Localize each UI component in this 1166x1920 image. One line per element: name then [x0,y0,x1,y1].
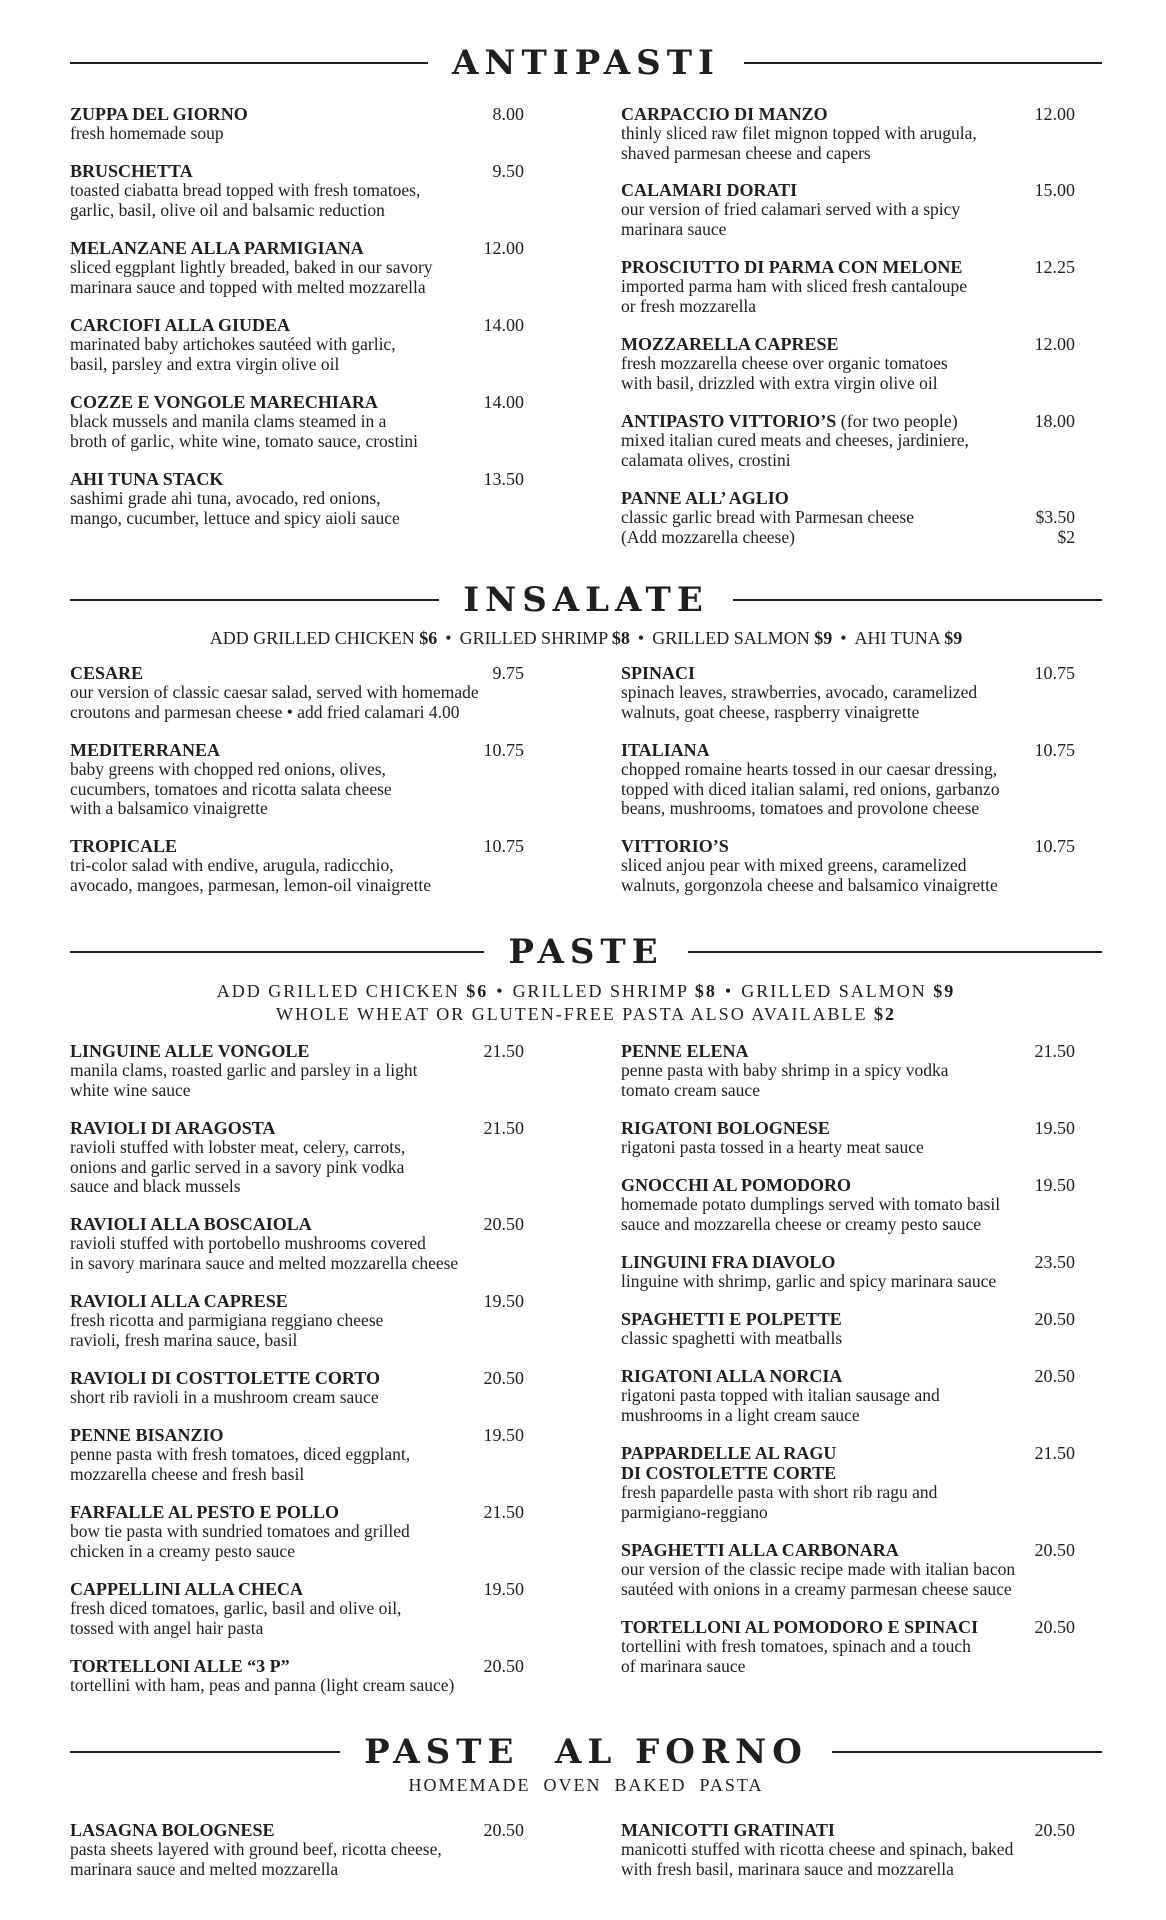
menu-item [70,1368,540,1408]
item-name-text: MELANZANE ALLA PARMIGIANA [70,238,364,258]
separator: • [840,628,847,648]
addon-label: AHI TUNA [854,628,945,648]
separator: • [445,628,452,648]
item-name-text: ITALIANA [621,740,710,760]
item-description: ravioli stuffed with portobello mushrooms covered in savory marinara sauce and melted mozzarella cheese [70,1233,459,1273]
item-name [70,161,493,181]
addon-price: $9 [814,628,833,648]
item-price: 15.00 [1034,180,1075,200]
item-price: 14.00 [483,392,524,412]
menu-item [70,104,540,144]
item-name-text: RAVIOLI ALLA BOSCAIOLA [70,1214,312,1234]
item-description: manicotti stuffed with ricotta cheese and spinach, baked with fresh basil, marinara sauce and mozzarella [621,1839,1014,1879]
item-header [70,1041,524,1061]
item-price: 10.75 [483,836,524,856]
item-header [70,161,524,181]
item-name [621,1118,1035,1138]
item-price: 10.75 [483,740,524,760]
menu-item [70,315,540,374]
item-name [70,663,493,683]
menu-item [621,1252,1075,1292]
menu-item-garlic-bread [621,488,1075,547]
item-header [70,1118,524,1138]
item-description: rigatoni pasta topped with italian sausage and mushrooms in a light cream sauce [621,1385,940,1425]
item-description: ravioli stuffed with lobster meat, celery, carrots, onions and garlic served in a savory pink vodka sauce and black mussels [70,1137,406,1196]
menu-item [621,740,1075,819]
heading-rule-left [70,951,484,953]
item-price: 20.50 [1034,1820,1075,1840]
item-name-text: CALAMARI DORATI [621,180,798,200]
item-name-text: FARFALLE AL PESTO E POLLO [70,1502,340,1522]
item-header [70,663,524,683]
menu-item [70,1502,540,1561]
item-header [621,1443,1075,1463]
item-price: 20.50 [1034,1540,1075,1560]
section-title: PASTE AL FORNO [364,1732,808,1772]
item-header [621,334,1075,354]
paste-addons [70,980,1102,1002]
forno-subtitle: HOMEMADE OVEN BAKED PASTA [408,1775,764,1795]
item-description: tortellini with ham, peas and panna (light cream sauce) [70,1675,455,1695]
menu-item [70,469,540,528]
heading-rule-right [744,62,1102,64]
item-name-text: RAVIOLI ALLA CAPRESE [70,1291,288,1311]
addon-price: $8 [694,981,717,1001]
item-name [621,740,1035,760]
item-price: 21.50 [483,1041,524,1061]
item-name-text: SPAGHETTI ALLA CARBONARA [621,1540,899,1560]
item-header [70,1579,524,1599]
item-name [70,1579,484,1599]
item-price: 12.25 [1034,257,1075,277]
menu-item [70,392,540,451]
item-price: 8.00 [492,104,524,124]
item-description: fresh mozzarella cheese over organic tomatoes with basil, drizzled with extra virgin olive oil [621,353,948,393]
menu-item [70,1656,540,1696]
item-name-text: RAVIOLI DI ARAGOSTA [70,1118,276,1138]
item-name-text: MEDITERRANEA [70,740,221,760]
item-price: 12.00 [1034,334,1075,354]
item-description: manila clams, roasted garlic and parsley in a light white wine sauce [70,1060,418,1100]
item-description: spinach leaves, strawberries, avocado, caramelized walnuts, goat cheese, raspberry vinaigrette [621,682,978,722]
item-name [70,836,484,856]
addon-label: GRILLED SHRIMP [512,981,695,1001]
item-price: 20.50 [1034,1617,1075,1637]
addon-price: $6 [466,981,489,1001]
item-description: fresh ricotta and parmigiana reggiano cheese ravioli, fresh marina sauce, basil [70,1310,384,1350]
price-row [621,508,1075,528]
item-name-text: SPAGHETTI E POLPETTE [621,1309,842,1329]
item-name [621,334,1035,354]
heading-rule-right [733,599,1102,601]
item-header [70,392,524,412]
heading-rule-left [70,62,428,64]
item-price: 19.50 [483,1291,524,1311]
item-header [70,238,524,258]
item-name-text: ZUPPA DEL GIORNO [70,104,248,124]
item-name [621,836,1035,856]
item-name-text: RAVIOLI DI COSTTOLETTE CORTO [70,1368,380,1388]
menu-item [621,1118,1075,1158]
item-description: imported parma ham with sliced fresh cantaloupe or fresh mozzarella [621,276,967,316]
menu-item [621,1443,1075,1522]
item-name [621,663,1035,683]
item-name-text: LINGUINI FRA DIAVOLO [621,1252,836,1272]
item-name-text: LINGUINE ALLE VONGOLE [70,1041,310,1061]
item-name [621,104,1035,124]
item-price: 23.50 [1034,1252,1075,1272]
menu-item [70,1041,540,1100]
item-header [70,1368,524,1388]
price-row [621,528,1075,548]
menu-item [70,1579,540,1638]
item-header [621,1309,1075,1329]
addon-price: $9 [933,981,956,1001]
item-price: 19.50 [483,1425,524,1445]
menu-item [621,334,1075,393]
item-description: sliced anjou pear with mixed greens, caramelized walnuts, gorgonzola cheese and balsamico vinaigrette [621,855,998,895]
item-price: 13.50 [483,469,524,489]
item-price: 20.50 [483,1820,524,1840]
item-description: baby greens with chopped red onions, olives, cucumbers, tomatoes and ricotta salata cheese with a balsamico vinaigrette [70,759,392,818]
item-name-text: TROPICALE [70,836,178,856]
note-price: $2 [874,1004,897,1024]
menu-item [621,1309,1075,1349]
item-name [621,257,1035,277]
item-header [621,1820,1075,1840]
menu-item [621,1617,1075,1676]
item-name [70,740,484,760]
item-name [621,1309,1035,1329]
item-name [621,1041,1035,1061]
item-price: 20.50 [1034,1309,1075,1329]
menu-item [621,257,1075,316]
note-text: WHOLE WHEAT OR GLUTEN-FREE PASTA ALSO AVAILABLE [275,1004,875,1024]
menu-item [70,1291,540,1350]
heading-rule-right [688,951,1102,953]
item-description: penne pasta with baby shrimp in a spicy vodka tomato cream sauce [621,1060,949,1100]
item-price: 9.50 [492,161,524,181]
item-name-text: CAPPELLINI ALLA CHECA [70,1579,304,1599]
item-description: classic garlic bread with Parmesan cheese [621,507,914,527]
menu-item [70,161,540,220]
item-price: 21.50 [1034,1443,1075,1463]
item-name-text: LASAGNA BOLOGNESE [70,1820,275,1840]
forno-heading [70,1732,1102,1772]
menu-item [70,238,540,297]
item-header [70,1291,524,1311]
item-name-text: RIGATONI ALLA NORCIA [621,1366,843,1386]
item-header [621,104,1075,124]
item-name [70,1425,484,1445]
item-name [621,1175,1035,1195]
item-header [621,1617,1075,1637]
section-title: INSALATE [463,580,709,620]
item-description: toasted ciabatta bread topped with fresh tomatoes, garlic, basil, olive oil and balsamic reduction [70,180,421,220]
item-header [70,315,524,335]
menu-item [70,1118,540,1197]
item-price: 18.00 [1034,411,1075,431]
item-name-text: CARPACCIO DI MANZO [621,104,828,124]
item-note: (for two people) [836,411,958,431]
item-name-text: MANICOTTI GRATINATI [621,1820,835,1840]
item-price: 10.75 [1034,836,1075,856]
item-description: classic spaghetti with meatballs [621,1328,843,1348]
item-price: 14.00 [483,315,524,335]
item-header [621,257,1075,277]
item-name-text: PENNE BISANZIO [70,1425,224,1445]
item-description: our version of fried calamari served with a spicy marinara sauce [621,199,961,239]
item-name [70,1368,484,1388]
item-name [621,411,1035,431]
item-name-text: MOZZARELLA CAPRESE [621,334,839,354]
item-header [621,1252,1075,1272]
item-description: marinated baby artichokes sautéed with garlic, basil, parsley and extra virgin olive oil [70,334,396,374]
addon-price: $6 [419,628,438,648]
addon-price: $8 [611,628,630,648]
menu-item [621,180,1075,239]
menu-item [621,1175,1075,1234]
item-header [621,411,1075,431]
menu-item [70,1214,540,1273]
item-name [621,1366,1035,1386]
addon-label: GRILLED SALMON [652,628,815,648]
item-price: 12.00 [1034,104,1075,124]
heading-rule-right [832,1751,1102,1753]
item-description: fresh diced tomatoes, garlic, basil and olive oil, tossed with angel hair pasta [70,1598,402,1638]
item-name [621,1540,1035,1560]
item-price: 21.50 [483,1118,524,1138]
item-name-text: TORTELLONI ALLE “3 P” [70,1656,290,1676]
item-description: fresh homemade soup [70,123,224,143]
item-description: black mussels and manila clams steamed in a broth of garlic, white wine, tomato sauce, crostini [70,411,418,451]
item-name [621,1617,1035,1637]
item-price: 20.50 [1034,1366,1075,1386]
item-name [70,469,484,489]
item-name [70,1820,484,1840]
paste-heading [70,932,1102,972]
menu-item [70,740,540,819]
item-price: 10.75 [1034,663,1075,683]
item-name [70,1291,484,1311]
item-name-text: PROSCIUTTO DI PARMA CON MELONE [621,257,963,277]
item-name-text: SPINACI [621,663,696,683]
item-description: pasta sheets layered with ground beef, ricotta cheese, marinara sauce and melted mozzarella [70,1839,442,1879]
insalate-addons [70,627,1102,649]
item-description: tri-color salad with endive, arugula, radicchio, avocado, mangoes, parmesan, lemon-oil vinaigrette [70,855,432,895]
item-name-text: RIGATONI BOLOGNESE [621,1118,830,1138]
item-name-text: CESARE [70,663,144,683]
item-name-text: AHI TUNA STACK [70,469,224,489]
antipasti-heading [70,43,1102,83]
separator: • [637,628,645,648]
menu-item [70,1820,540,1879]
menu-item [621,1820,1075,1879]
item-price: 21.50 [483,1502,524,1522]
menu-item [621,1366,1075,1425]
item-name [70,1502,484,1522]
item-name [70,1041,484,1061]
item-name-text: TORTELLONI AL POMODORO E SPINACI [621,1617,979,1637]
section-title: ANTIPASTI [452,43,720,83]
item-name [70,1118,484,1138]
addon-label: ADD GRILLED CHICKEN [209,628,420,648]
item-name-text: ANTIPASTO VITTORIO’S [621,411,837,431]
item-header [70,1425,524,1445]
item-price: $3.50 [1035,507,1075,527]
insalate-heading [70,580,1102,620]
item-header [621,1366,1075,1386]
item-price: 9.75 [492,663,524,683]
item-name: PANNE ALL’ AGLIO [621,488,789,508]
item-header [70,836,524,856]
item-description: chopped romaine hearts tossed in our caesar dressing, topped with diced italian salami, red onions, garbanzo beans, mushrooms, tomatoes and provolone cheese [621,759,1000,818]
item-name-text: COZZE E VONGOLE MARECHIARA [70,392,378,412]
item-description: homemade potato dumplings served with tomato basil sauce and mozzarella cheese or creamy pesto sauce [621,1194,1001,1234]
addon-label: GRILLED SALMON [741,981,934,1001]
item-description: penne pasta with fresh tomatoes, diced eggplant, mozzarella cheese and fresh basil [70,1444,411,1484]
item-name-text: PAPPARDELLE AL RAGU [621,1443,837,1463]
item-name [70,238,484,258]
item-description: mixed italian cured meats and cheeses, jardiniere, calamata olives, crostini [621,430,969,470]
item-header [621,1175,1075,1195]
item-addon: (Add mozzarella cheese) [621,526,795,547]
item-price: 10.75 [1034,740,1075,760]
item-name [70,1656,484,1676]
item-price: 12.00 [483,238,524,258]
item-name-text: BRUSCHETTA [70,161,193,181]
item-name-line2: DI COSTOLETTE CORTE [621,1463,837,1483]
item-header [621,1118,1075,1138]
item-description: linguine with shrimp, garlic and spicy marinara sauce [621,1271,997,1291]
item-name-text: VITTORIO’S [621,836,729,856]
item-price: 20.50 [483,1368,524,1388]
item-description: fresh papardelle pasta with short rib ragu and parmigiano-reggiano [621,1482,938,1522]
item-price: 19.50 [483,1579,524,1599]
item-name [70,1214,484,1234]
item-description: thinly sliced raw filet mignon topped with arugula, shaved parmesan cheese and capers [621,123,977,163]
item-price: 19.50 [1034,1118,1075,1138]
heading-rule-left [70,599,439,601]
item-price: 19.50 [1034,1175,1075,1195]
item-header [621,1540,1075,1560]
item-description: our version of the classic recipe made with italian bacon sautéed with onions in a creamy parmesan cheese sauce [621,1559,1016,1599]
item-description: sashimi grade ahi tuna, avocado, red onions, mango, cucumber, lettuce and spicy aioli sauce [70,488,400,528]
item-name-text: CARCIOFI ALLA GIUDEA [70,315,291,335]
item-header [621,488,1075,508]
menu-item [621,836,1075,895]
section-title: PASTE [508,932,664,972]
item-price: 20.50 [483,1656,524,1676]
item-price: 21.50 [1034,1041,1075,1061]
separator: • [724,981,734,1001]
item-header [70,1502,524,1522]
item-description: sliced eggplant lightly breaded, baked in our savory marinara sauce and topped with melted mozzarella [70,257,433,297]
item-name-text: PENNE ELENA [621,1041,749,1061]
item-description: rigatoni pasta tossed in a hearty meat sauce [621,1137,924,1157]
item-name [621,1820,1035,1840]
item-header [70,469,524,489]
item-name-text: GNOCCHI AL POMODORO [621,1175,852,1195]
menu-item [621,1041,1075,1100]
item-description: tortellini with fresh tomatoes, spinach and a touch of marinara sauce [621,1636,971,1676]
heading-rule-left [70,1751,340,1753]
menu-item [621,104,1075,163]
item-name [70,392,484,412]
item-price: 20.50 [483,1214,524,1234]
item-header [621,836,1075,856]
menu-item [70,663,540,722]
item-header [621,1041,1075,1061]
item-header [70,740,524,760]
menu-item [621,663,1075,722]
item-header [621,663,1075,683]
item-header [70,1656,524,1676]
item-description: bow tie pasta with sundried tomatoes and grilled chicken in a creamy pesto sauce [70,1521,410,1561]
item-name [70,104,493,124]
item-header [621,740,1075,760]
item-name [621,1443,1035,1463]
item-description: our version of classic caesar salad, served with homemade croutons and parmesan cheese • add fried calamari 4.00 [70,682,479,722]
item-header [70,1820,524,1840]
item-addon-price: $2 [1057,526,1075,547]
item-name [70,315,484,335]
addon-label: GRILLED SHRIMP [459,628,612,648]
paste-pasta-note [70,1003,1102,1025]
menu-item [70,1425,540,1484]
item-description: short rib ravioli in a mushroom cream sauce [70,1387,379,1407]
separator: • [496,981,505,1001]
item-name [621,1252,1035,1272]
item-header [621,180,1075,200]
menu-item [621,411,1075,470]
item-name [621,180,1035,200]
item-header [70,104,524,124]
menu-item [70,836,540,895]
addon-price: $9 [944,628,963,648]
item-header [70,1214,524,1234]
menu-item [621,1540,1075,1599]
addon-label: ADD GRILLED CHICKEN [216,981,467,1001]
